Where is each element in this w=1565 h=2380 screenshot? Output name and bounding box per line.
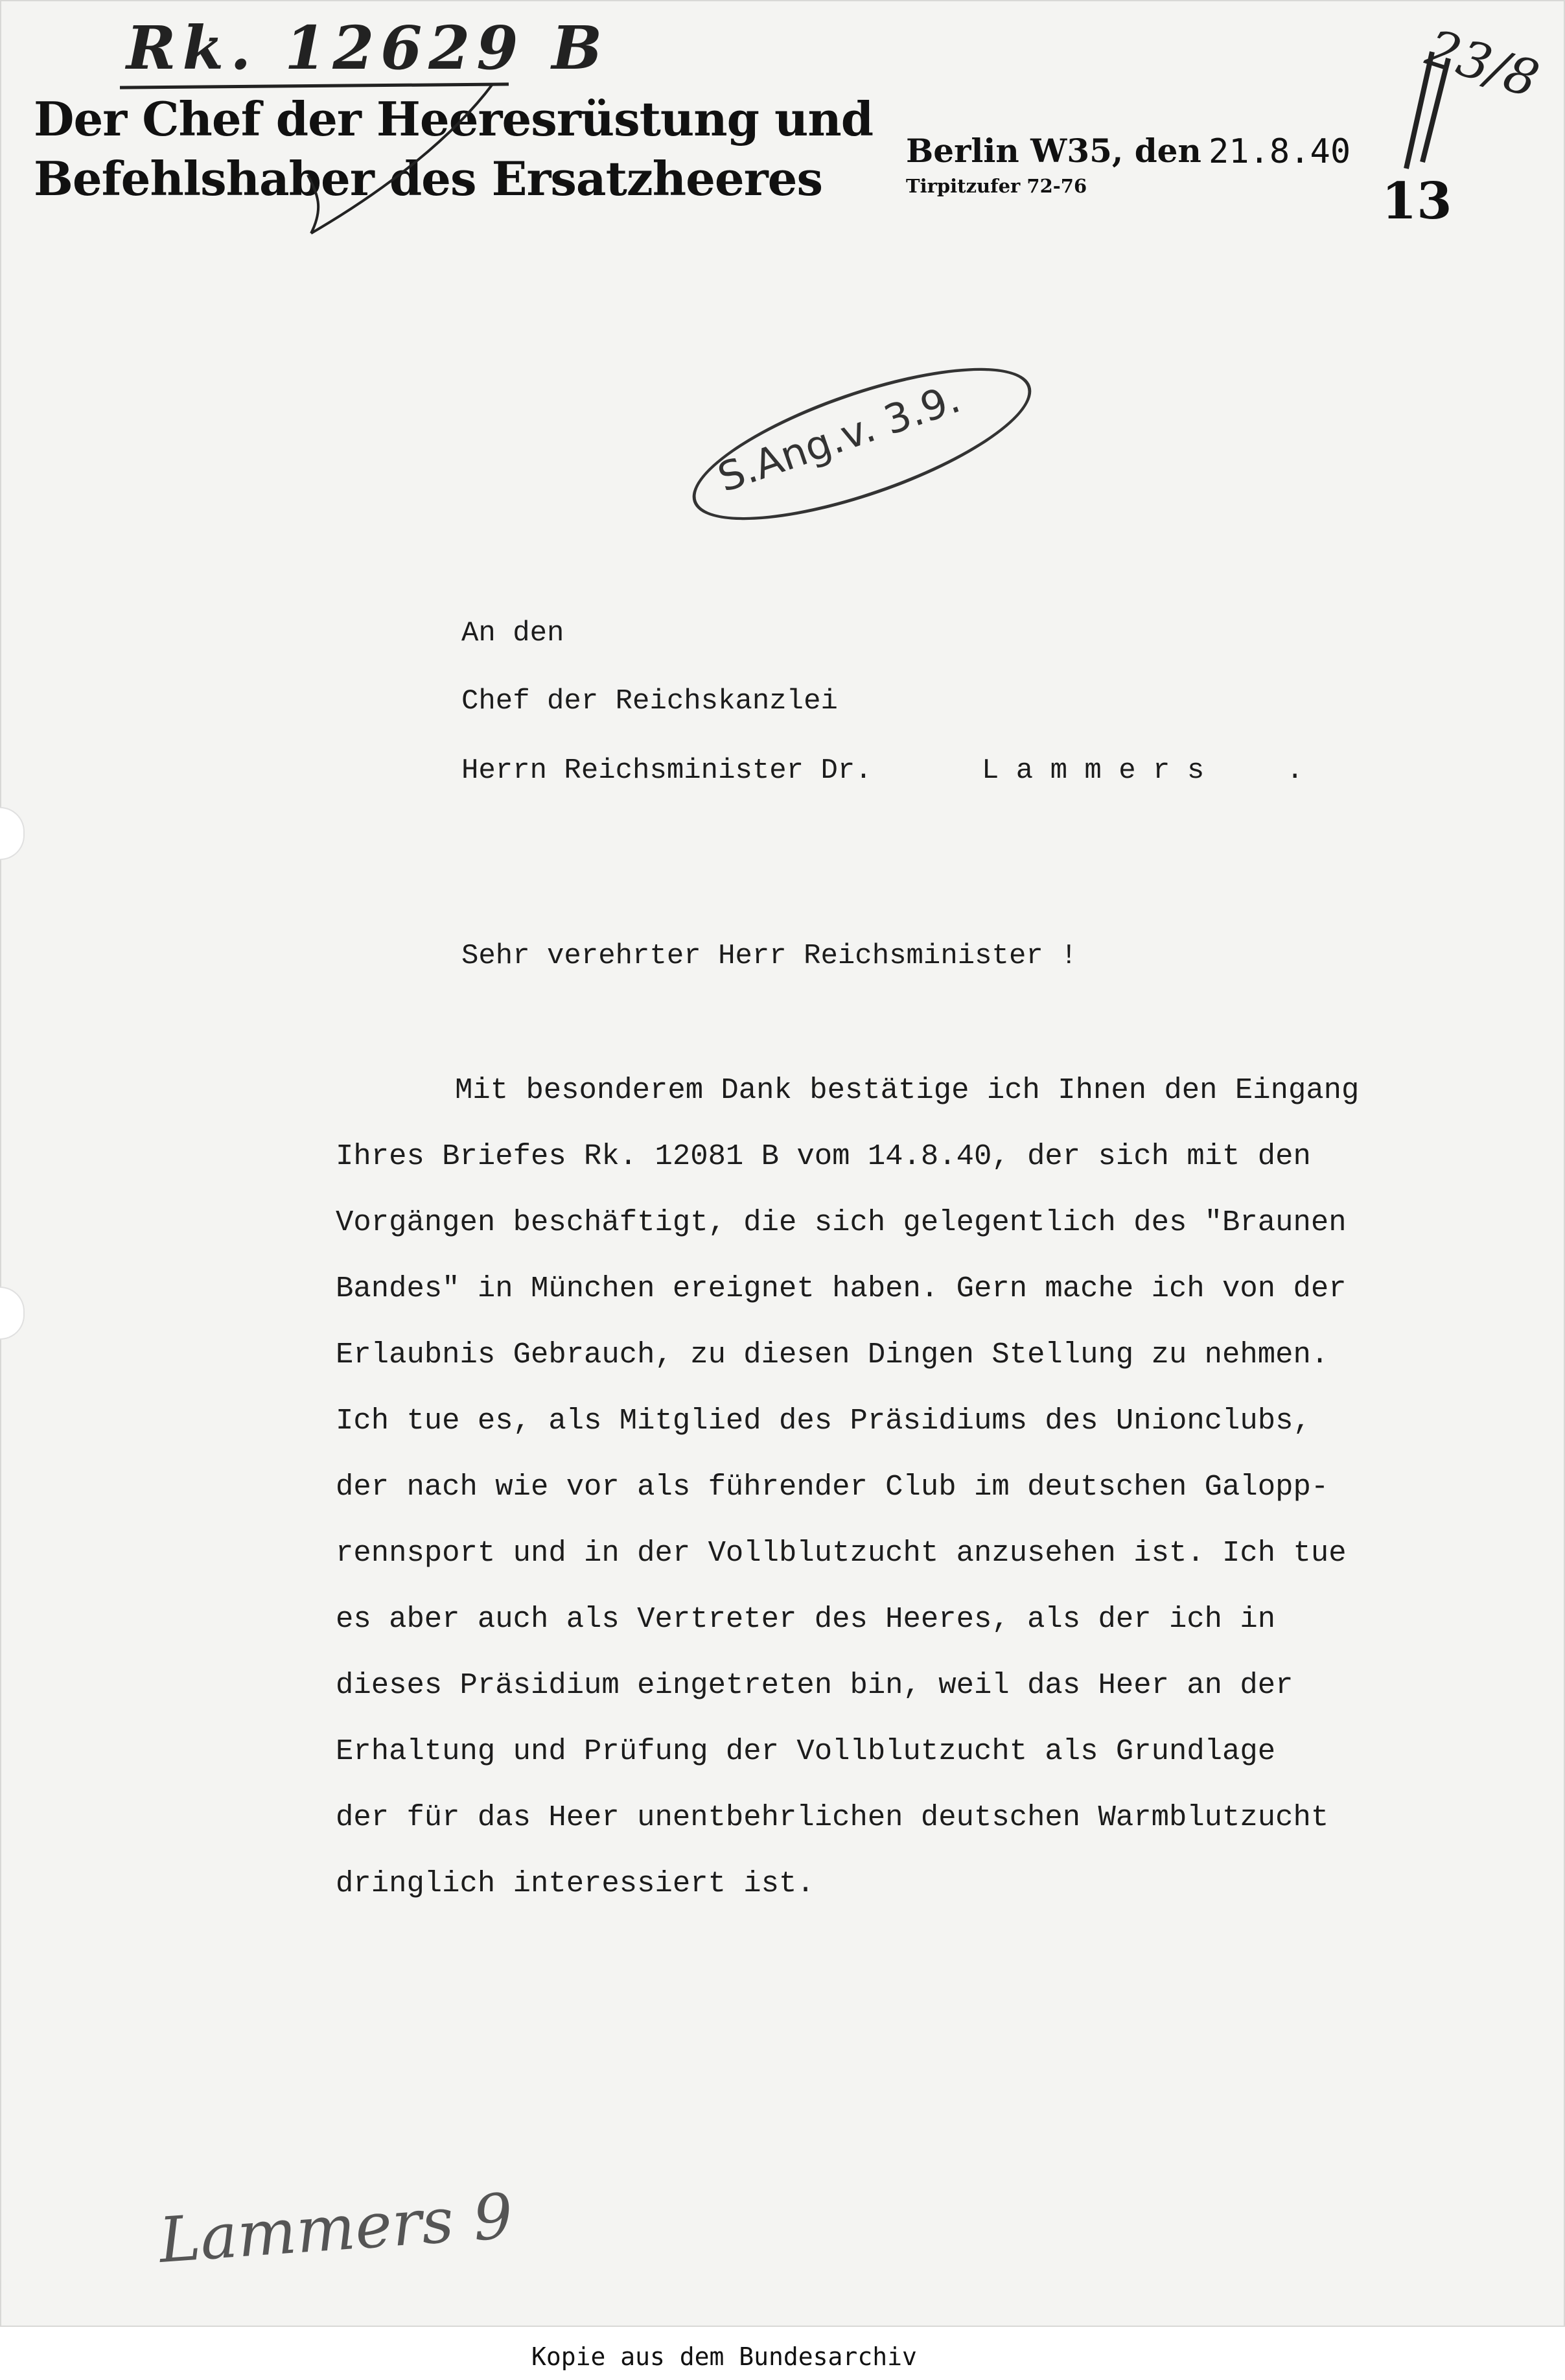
salutation: Sehr verehrter Herr Reichsminister !: [461, 940, 1078, 972]
letter-date: 21.8.40: [1209, 132, 1351, 171]
recipient-line-2: Chef der Reichskanzlei: [461, 685, 838, 718]
archive-footer: Kopie aus dem Bundesarchiv: [531, 2342, 917, 2371]
recipient-line-1: An den: [461, 617, 564, 649]
recipient-end: .: [1286, 754, 1304, 787]
body-line: Erlaubnis Gebrauch, zu diesen Dingen Stellung zu nehmen.: [336, 1338, 1329, 1371]
street-address: Tirpitzufer 72-76: [906, 175, 1087, 197]
recipient-name: L a m m e r s: [982, 754, 1205, 787]
body-line: rennsport und in der Vollblutzucht anzusehen ist. Ich tue: [336, 1536, 1347, 1570]
body-line: Erhaltung und Prüfung der Vollblutzucht als Grundlage: [336, 1734, 1276, 1768]
body-line: Bandes" in München ereignet haben. Gern mache ich von der: [336, 1272, 1347, 1305]
punch-hole: [0, 807, 25, 860]
corner-tick-marks: [1393, 45, 1458, 175]
handwritten-file-number: Rk. 12629 B: [126, 13, 609, 83]
pen-stroke-mark: [298, 78, 512, 253]
body-line: der für das Heer unentbehrlichen deutschen Warmblutzucht: [336, 1801, 1329, 1834]
letterhead-line-1: Der Chef der Heeresrüstung und: [34, 91, 874, 146]
body-line: dieses Präsidium eingetreten bin, weil das Heer an der: [336, 1668, 1293, 1702]
body-line: Vorgängen beschäftigt, die sich gelegentlich des "Braunen: [336, 1206, 1347, 1239]
body-line: es aber auch als Vertreter des Heeres, als der ich in: [336, 1602, 1276, 1636]
letterhead-line-2: Befehlshaber des Ersatzheeres: [34, 151, 822, 206]
body-line: Ich tue es, als Mitglied des Präsidiums des Unionclubs,: [336, 1404, 1311, 1438]
page-number: 13: [1382, 172, 1452, 231]
recipient-line-3: Herrn Reichsminister Dr.: [461, 754, 872, 787]
body-line: der nach wie vor als führender Club im deutschen Galopp-: [336, 1470, 1329, 1504]
stamp-text: S.Ang.v. 3.9.: [712, 374, 966, 502]
body-line: Ihres Briefes Rk. 12081 B vom 14.8.40, der sich mit den: [336, 1139, 1311, 1173]
body-line: Mit besonderem Dank bestätige ich Ihnen den Eingang: [455, 1073, 1360, 1107]
pencil-annotation: Lammers 9: [156, 2180, 515, 2277]
place-label: Berlin W35, den: [906, 132, 1201, 170]
punch-hole: [0, 1287, 25, 1340]
body-line: dringlich interessiert ist.: [336, 1867, 815, 1900]
handwritten-corner-mark: 23/8: [1419, 19, 1546, 110]
